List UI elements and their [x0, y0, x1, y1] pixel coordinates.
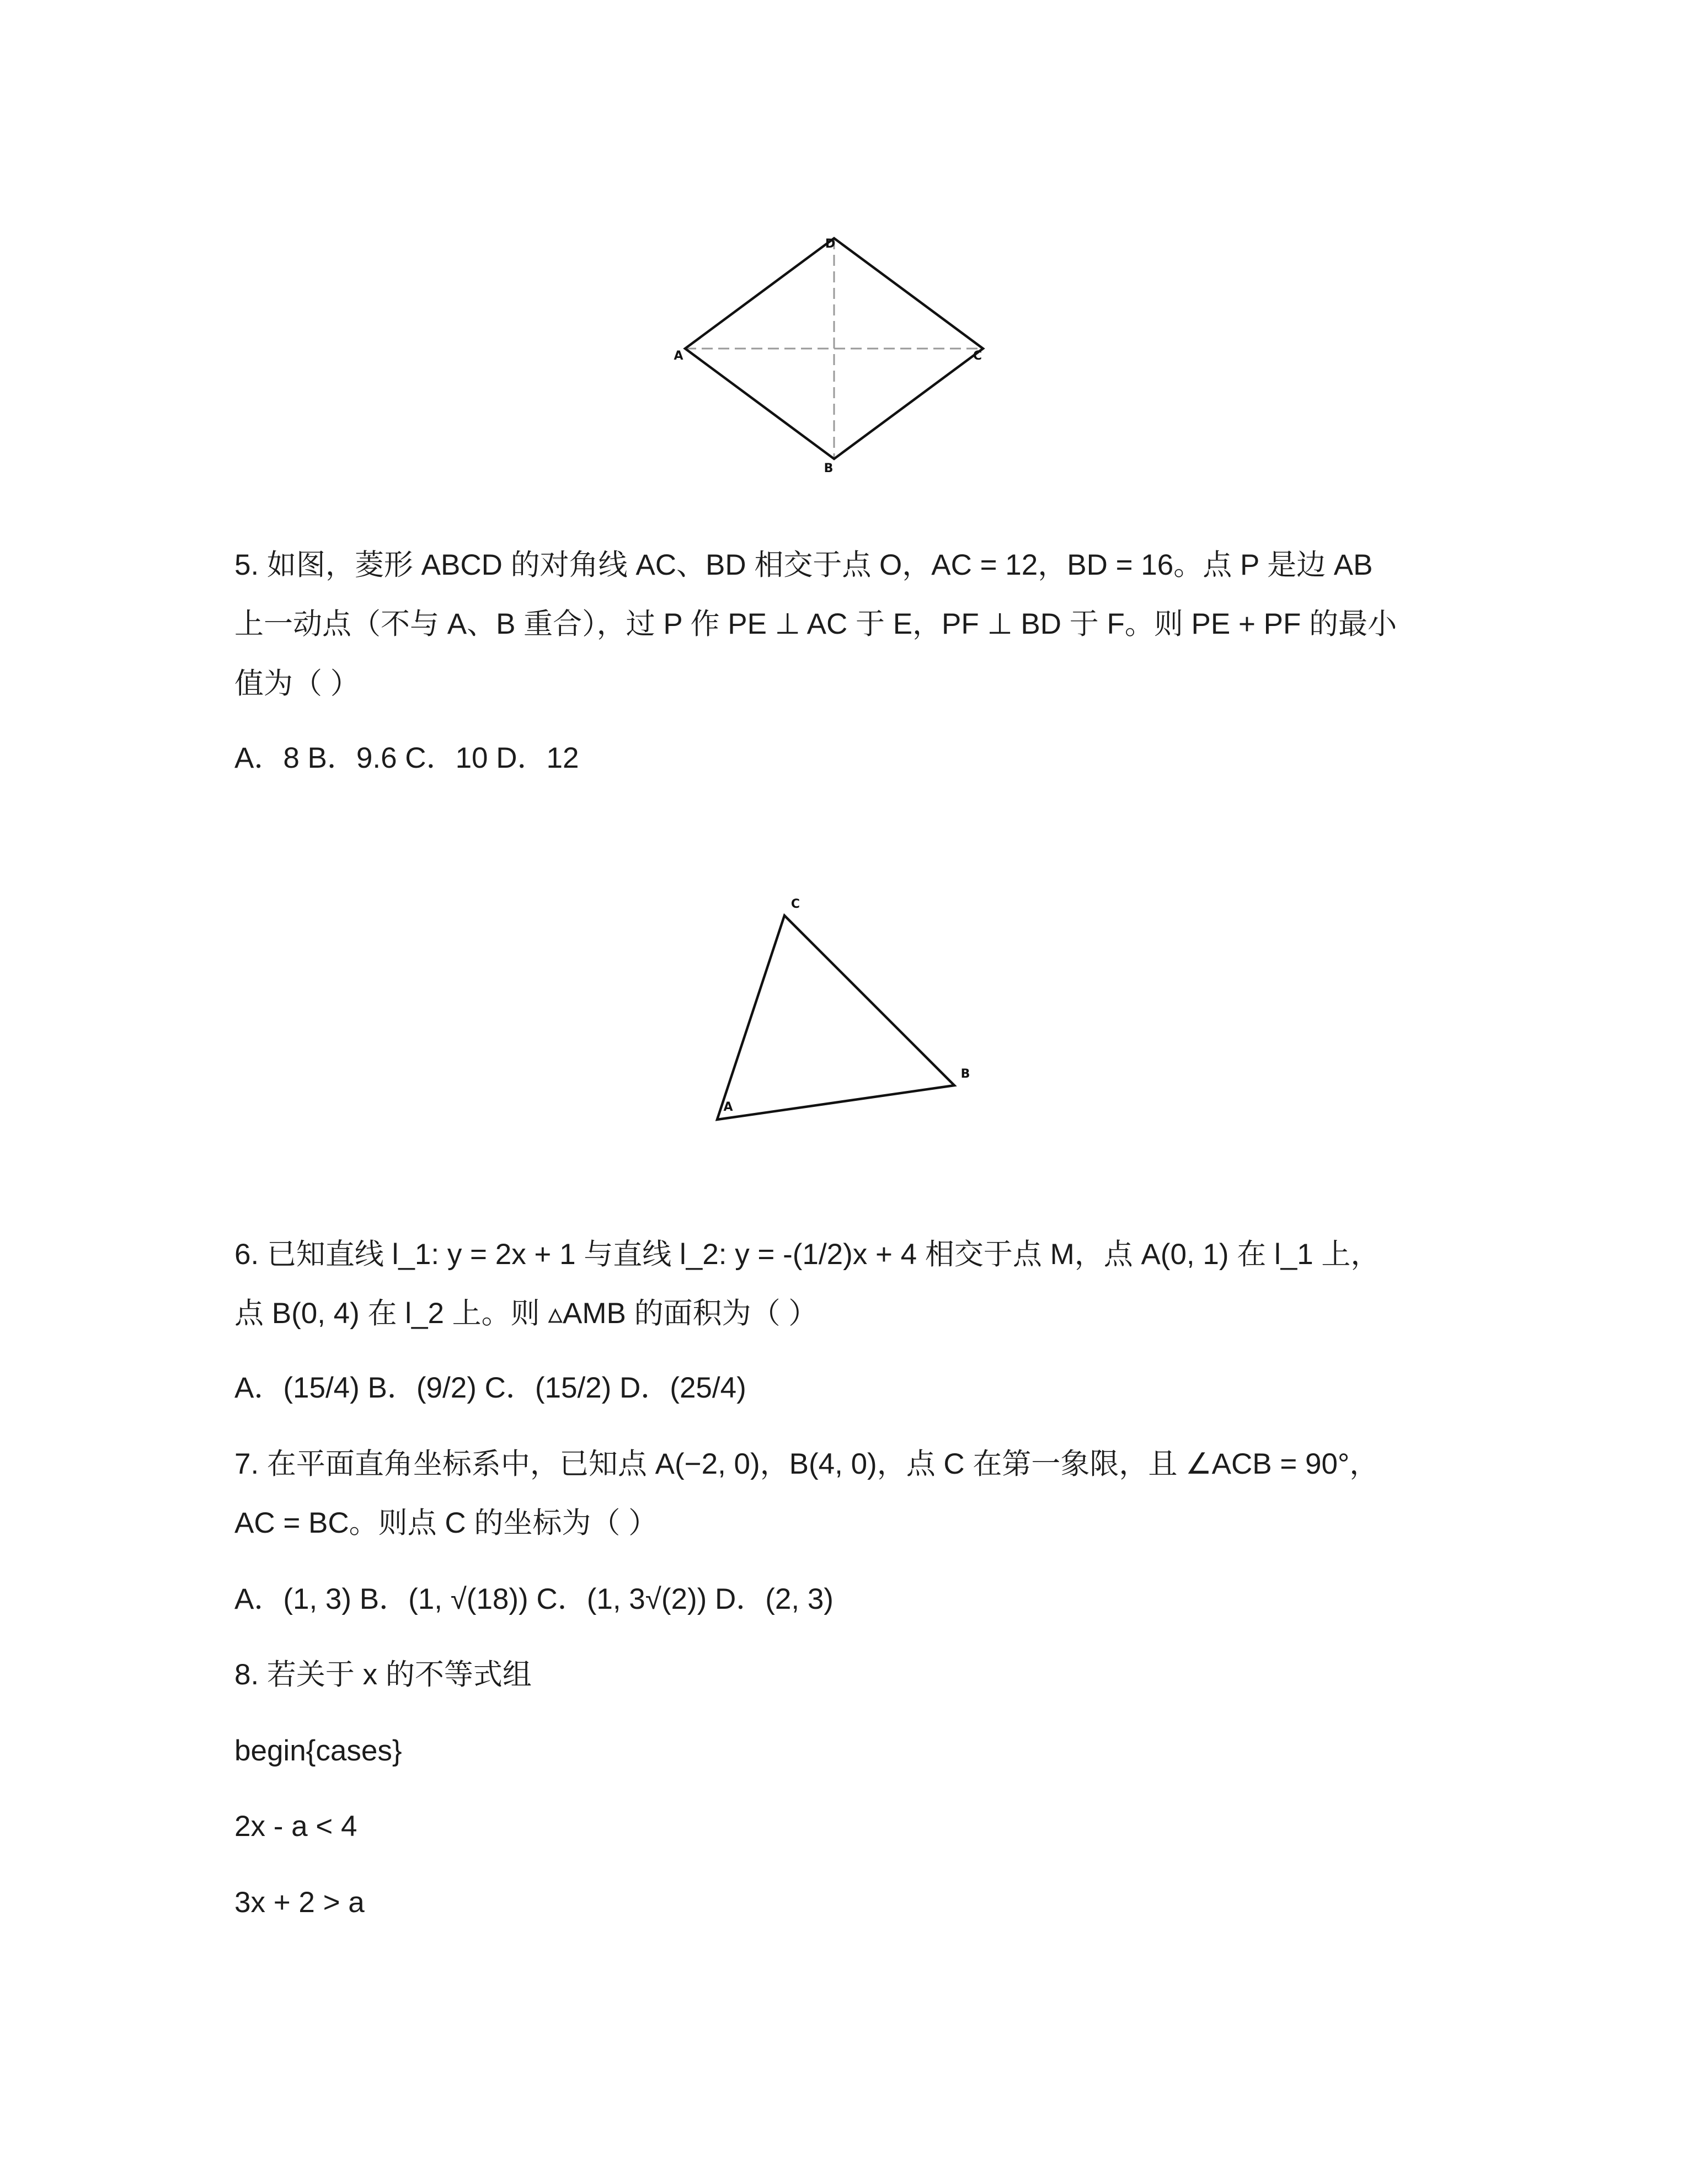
q5-options: A．8 B．9.6 C．10 D．12 [234, 742, 579, 774]
q8-line-2: begin{cases} [234, 1735, 402, 1767]
q7-line-2: AC = BC。则点 C 的坐标为（ ） [234, 1507, 658, 1539]
q5-line-1: 5. 如图，菱形 ABCD 的对角线 AC、BD 相交于点 O，AC = 12，BD = 16。点 P 是边 AB [234, 549, 1373, 581]
triangle-label-b: B [960, 1067, 970, 1081]
q6-line-2: 点 B(0, 4) 在 l_2 上。则 ▵AMB 的面积为（ ） [234, 1297, 818, 1330]
q8-line-3: 2x - a < 4 [234, 1810, 357, 1843]
triangle-label-c: C [790, 897, 800, 911]
triangle-outline [717, 916, 954, 1120]
rhombus-label-d: D [825, 237, 836, 251]
q5-line-3: 值为（ ） [234, 667, 360, 700]
triangle-figure [690, 882, 987, 1136]
rhombus-label-c: C [973, 349, 982, 363]
q7-options: A．(1, 3) B．(1, √(18)) C．(1, 3√(2)) D．(2, 3) [234, 1583, 834, 1615]
rhombus-figure [662, 221, 1004, 485]
triangle-label-a: A [723, 1100, 733, 1114]
q8-line-4: 3x + 2 > a [234, 1886, 365, 1919]
q5-line-2: 上一动点（不与 A、B 重合），过 P 作 PE ⊥ AC 于 E，PF ⊥ BD 于 F。则 PE + PF 的最小 [234, 608, 1397, 640]
q7-line-1: 7. 在平面直角坐标系中，已知点 A(−2, 0)，B(4, 0)，点 C 在第一象限，且 ∠ACB = 90°， [234, 1448, 1379, 1480]
rhombus-label-b: B [824, 462, 834, 475]
rhombus-label-a: A [674, 349, 683, 363]
q6-line-1: 6. 已知直线 l_1: y = 2x + 1 与直线 l_2: y = -(1/2)x + 4 相交于点 M，点 A(0, 1) 在 l_1 上， [234, 1238, 1380, 1271]
q6-options: A．(15/4) B．(9/2) C．(15/2) D．(25/4) [234, 1372, 746, 1404]
q8-line-1: 8. 若关于 x 的不等式组 [234, 1658, 532, 1691]
